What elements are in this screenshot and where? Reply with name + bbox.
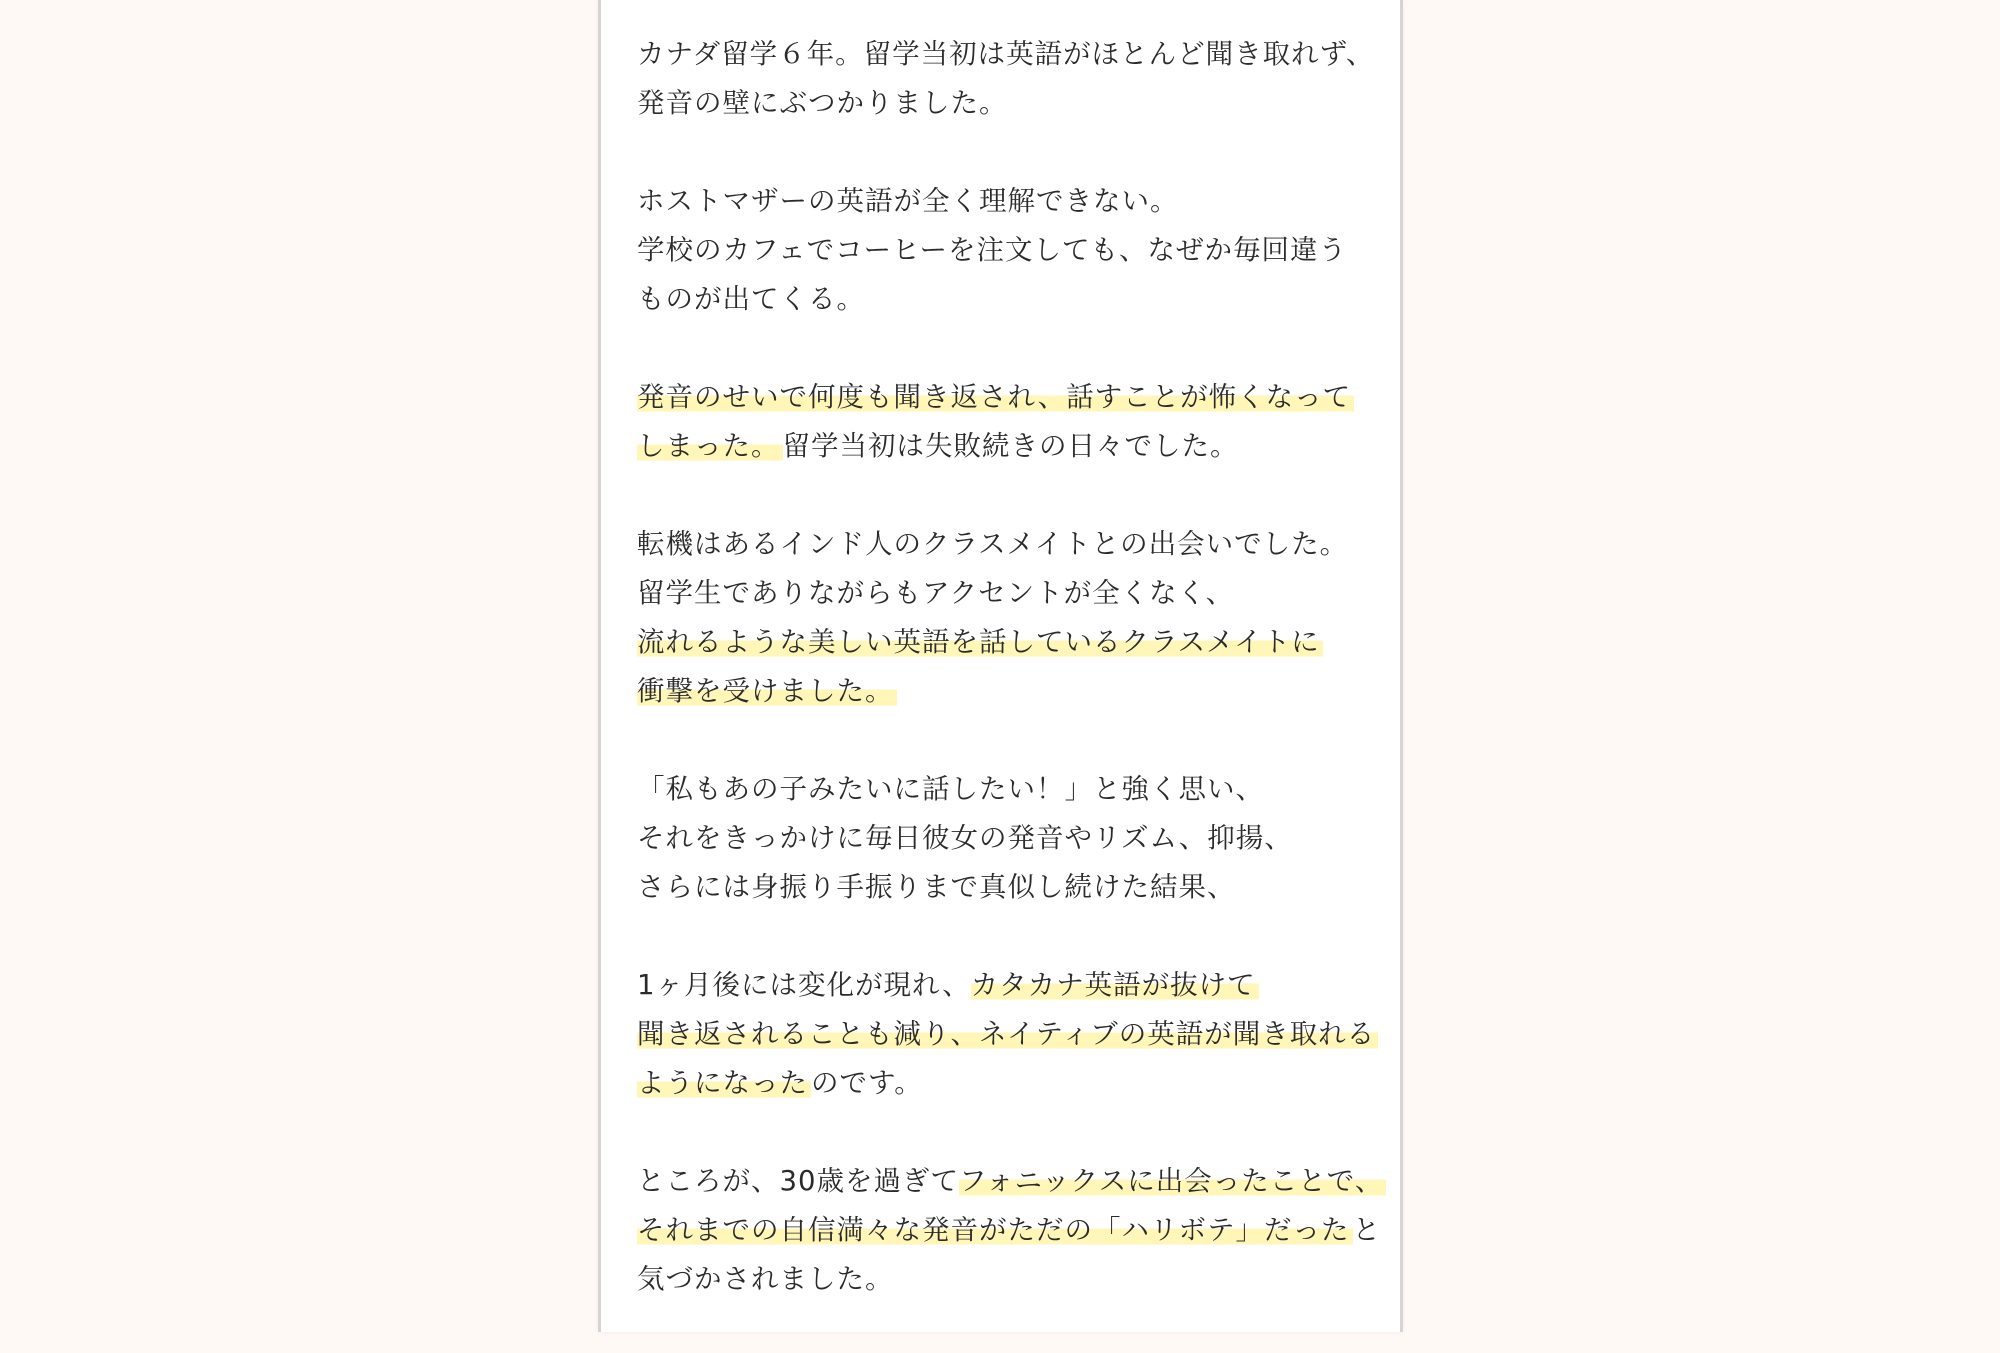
text-segment: ホストマザーの英語が全く理解できない。 <box>637 185 1179 217</box>
text-line <box>637 422 1377 471</box>
text-segment: さらには身振り手振りまで真似し続けた結果、 <box>637 871 1236 903</box>
highlighted-text: しまった。 <box>637 430 783 462</box>
text-line <box>637 1206 1381 1255</box>
highlighted-text: 流れるような美しい英語を話しているクラスメイトに <box>637 626 1323 658</box>
text-line <box>637 863 1377 912</box>
text-line <box>637 373 1377 422</box>
paragraph <box>637 765 1377 912</box>
highlighted-text: ようになった <box>637 1067 811 1099</box>
text-segment: 転機はあるインド人のクラスメイトとの出会いでした。 <box>637 528 1349 560</box>
text-line <box>637 520 1377 569</box>
text-segment: ものが出てくる。 <box>637 283 865 315</box>
paragraph <box>637 177 1377 324</box>
text-segment: ところが、30歳を過ぎて <box>637 1165 959 1197</box>
text-segment: 留学生でありながらもアクセントが全くなく、 <box>637 577 1235 609</box>
text-segment: 1ヶ月後には変化が現れ、 <box>637 969 971 1001</box>
text-line <box>637 79 1377 128</box>
text-line <box>637 275 1377 324</box>
highlighted-text: フォニックスに出会ったことで、 <box>959 1165 1386 1197</box>
text-segment: 留学当初は失敗続きの日々でした。 <box>782 430 1239 462</box>
text-line <box>637 1157 1384 1206</box>
text-segment: 気づかされました。 <box>637 1263 894 1295</box>
paragraph <box>637 30 1377 128</box>
article-column <box>598 0 1403 1332</box>
text-segment: と <box>1352 1214 1381 1246</box>
paragraph <box>637 373 1377 471</box>
text-line <box>637 1059 1377 1108</box>
text-segment: 発音の壁にぶつかりました。 <box>637 87 1008 119</box>
highlighted-text: それまでの自信満々な発音がただの「ハリボテ」だった <box>637 1214 1353 1246</box>
text-segment: それをきっかけに毎日彼女の発音やリズム、抑揚、 <box>637 822 1293 854</box>
text-line <box>637 177 1377 226</box>
text-line <box>637 765 1377 814</box>
text-segment: 学校のカフェでコーヒーを注文しても、なぜか毎回違う <box>637 234 1348 266</box>
text-line <box>637 1255 1377 1304</box>
highlighted-text: 衝撃を受けました。 <box>637 675 897 707</box>
text-line <box>637 1010 1377 1059</box>
highlighted-text: 聞き返されることも減り、ネイティブの英語が聞き取れる <box>637 1018 1378 1050</box>
text-line <box>637 30 1377 79</box>
paragraph <box>637 961 1377 1108</box>
text-segment: カナダ留学６年。留学当初は英語がほとんど聞き取れず、 <box>637 38 1375 70</box>
text-line <box>637 569 1377 618</box>
text-line <box>637 618 1377 667</box>
text-line <box>637 226 1377 275</box>
text-line <box>637 961 1377 1010</box>
paragraph <box>637 1157 1384 1304</box>
paragraph <box>637 520 1377 716</box>
highlighted-text: カタカナ英語が抜けて <box>971 969 1259 1001</box>
article-body <box>637 30 1384 1353</box>
text-segment: のです。 <box>811 1067 923 1099</box>
highlighted-text: 発音のせいで何度も聞き返され、話すことが怖くなって <box>637 381 1354 413</box>
text-segment: 「私もあの子みたいに話したい！」と強く思い、 <box>637 773 1264 805</box>
text-line <box>637 667 1377 716</box>
text-line <box>637 814 1377 863</box>
